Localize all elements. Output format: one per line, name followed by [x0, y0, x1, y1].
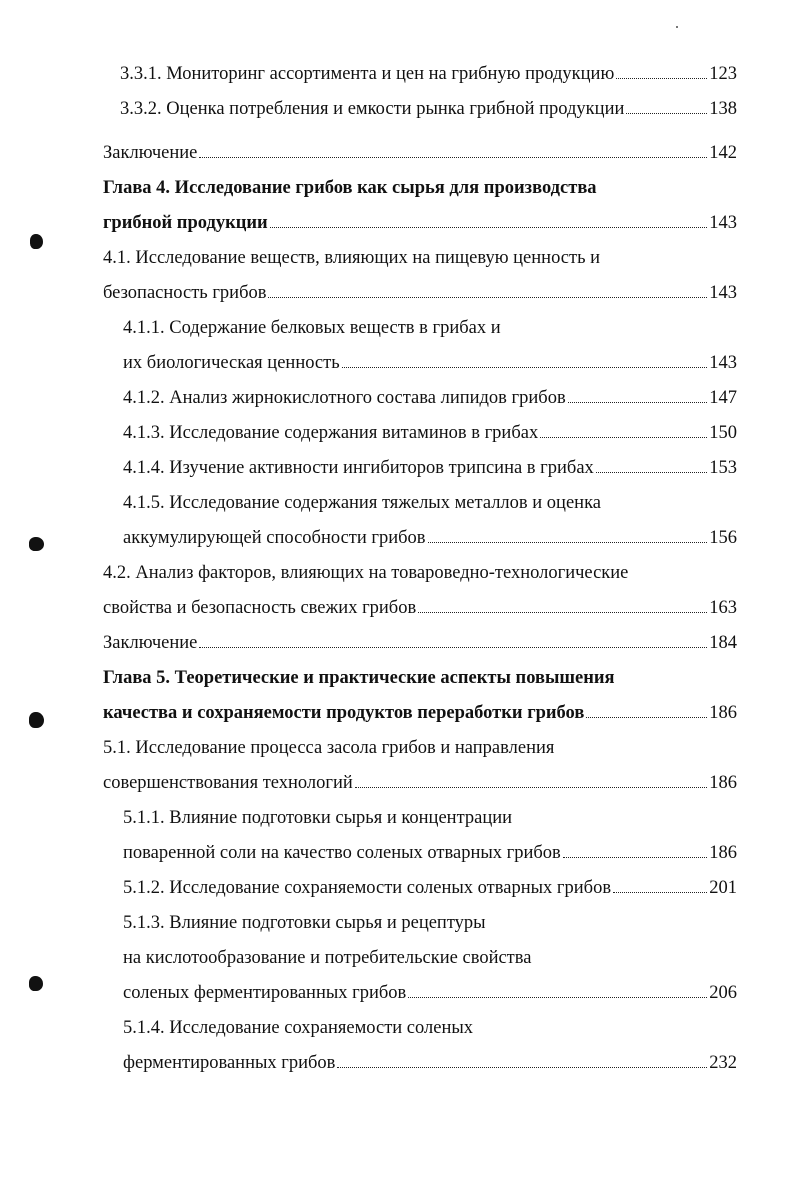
- toc-entry: [123, 316, 737, 340]
- toc-entry-title: аккумулирующей способности грибов: [123, 528, 426, 548]
- toc-entry: [103, 141, 737, 165]
- toc-entry-page: 186: [709, 773, 737, 793]
- toc-entry-page: 232: [709, 1053, 737, 1073]
- toc-entry-title: на кислотообразование и потребительские свойства: [123, 948, 532, 968]
- toc-entry-page: 184: [709, 633, 737, 653]
- toc-entry-page: 201: [709, 878, 737, 898]
- leader-dots: [270, 211, 708, 228]
- punch-hole-mark: [29, 537, 44, 551]
- toc-entry-page: 206: [709, 983, 737, 1003]
- toc-entry-page: 153: [709, 458, 737, 478]
- toc-entry: [103, 561, 737, 585]
- toc-entry-page: 143: [709, 213, 737, 233]
- toc-entry: [123, 526, 737, 550]
- leader-dots: [613, 876, 707, 893]
- toc-entry-title: 5.1.3. Влияние подготовки сырья и рецептуры: [123, 913, 486, 933]
- toc-entry: [123, 1051, 737, 1075]
- leader-dots: [428, 526, 708, 543]
- toc-entry-title: Заключение: [103, 633, 198, 653]
- toc-entry: [120, 97, 737, 121]
- toc-entry-page: 143: [709, 353, 737, 373]
- toc-entry-title: 5.1.4. Исследование сохраняемости соленых: [123, 1018, 474, 1038]
- toc-entry-title: безопасность грибов: [103, 283, 267, 303]
- toc-entry-title: 4.1.3. Исследование содержания витаминов в грибах: [123, 423, 539, 443]
- toc-entry-title: свойства и безопасность свежих грибов: [103, 598, 417, 618]
- toc-entry: [123, 456, 737, 480]
- toc-entry: [103, 211, 737, 235]
- leader-dots: [199, 631, 707, 648]
- toc-entry-title: ферментированных грибов: [123, 1053, 336, 1073]
- toc-entry-page: 163: [709, 598, 737, 618]
- toc-entry: [123, 841, 737, 865]
- leader-dots: [568, 386, 708, 403]
- leader-dots: [563, 841, 707, 858]
- toc-entry-page: 186: [709, 703, 737, 723]
- toc-entry-title: 5.1.2. Исследование сохраняемости соленых отварных грибов: [123, 878, 612, 898]
- toc-entry-title: Глава 5. Теоретические и практические аспекты повышения: [103, 668, 615, 688]
- toc-entry: [120, 62, 737, 86]
- leader-dots: [586, 701, 707, 718]
- toc-entry-title: 3.3.1. Мониторинг ассортимента и цен на грибную продукцию: [120, 64, 615, 84]
- punch-hole-mark: [29, 712, 44, 728]
- toc-entry: [123, 946, 737, 970]
- toc-entry: [123, 1016, 737, 1040]
- toc-entry-page: 142: [709, 143, 737, 163]
- toc-entry-page: 123: [709, 64, 737, 84]
- leader-dots: [355, 771, 707, 788]
- toc-entry-page: 147: [709, 388, 737, 408]
- toc-entry-title: качества и сохраняемости продуктов переработки грибов: [103, 703, 585, 723]
- toc-entry: [103, 596, 737, 620]
- toc-entry-title: 4.1. Исследование веществ, влияющих на пищевую ценность и: [103, 248, 601, 268]
- toc-entry-title: 5.1.1. Влияние подготовки сырья и концентрации: [123, 808, 513, 828]
- toc-entry-title: их биологическая ценность: [123, 353, 340, 373]
- toc-entry: [123, 981, 737, 1005]
- leader-dots: [337, 1051, 707, 1068]
- toc-entry-title: 4.1.2. Анализ жирнокислотного состава липидов грибов: [123, 388, 566, 408]
- leader-dots: [616, 62, 707, 79]
- toc-entry-title: грибной продукции: [103, 213, 268, 233]
- toc-entry: [123, 421, 737, 445]
- leader-dots: [540, 421, 707, 438]
- leader-dots: [596, 456, 707, 473]
- toc-entry-title: 3.3.2. Оценка потребления и емкости рынка грибной продукции: [120, 99, 625, 119]
- toc-entry-title: Заключение: [103, 143, 198, 163]
- toc-entry: [103, 176, 737, 200]
- leader-dots: [342, 351, 708, 368]
- leader-dots: [408, 981, 707, 998]
- toc-entry: [103, 246, 737, 270]
- toc-entry-title: 4.1.1. Содержание белковых веществ в грибах и: [123, 318, 501, 338]
- toc-entry-page: 150: [709, 423, 737, 443]
- toc-entry-title: поваренной соли на качество соленых отварных грибов: [123, 843, 561, 863]
- leader-dots: [626, 97, 707, 114]
- toc-entry-title: Глава 4. Исследование грибов как сырья для производства: [103, 178, 597, 198]
- toc-entry: [123, 386, 737, 410]
- punch-hole-mark: [29, 976, 43, 991]
- toc-entry-title: 5.1. Исследование процесса засола грибов и направления: [103, 738, 555, 758]
- toc-entry-title: 4.2. Анализ факторов, влияющих на товароведно-технологические: [103, 563, 629, 583]
- leader-dots: [418, 596, 707, 613]
- toc-entry: [123, 351, 737, 375]
- toc-entry: [123, 911, 737, 935]
- scan-speck: [676, 26, 678, 28]
- toc-entry: [103, 631, 737, 655]
- toc-entry-page: 156: [709, 528, 737, 548]
- toc-entry-page: 143: [709, 283, 737, 303]
- toc-entry-title: соленых ферментированных грибов: [123, 983, 407, 1003]
- toc-entry-page: 138: [709, 99, 737, 119]
- toc-entry: [103, 736, 737, 760]
- leader-dots: [199, 141, 707, 158]
- toc-entry: [123, 876, 737, 900]
- leader-dots: [268, 281, 707, 298]
- toc-entry: [103, 666, 737, 690]
- toc-entry-page: 186: [709, 843, 737, 863]
- toc-entry: [123, 806, 737, 830]
- toc-entry-title: 4.1.5. Исследование содержания тяжелых металлов и оценка: [123, 493, 601, 513]
- toc-entry: [103, 771, 737, 795]
- toc-entry-title: совершенствования технологий: [103, 773, 353, 793]
- toc-entry: [103, 701, 737, 725]
- toc-entry-title: 4.1.4. Изучение активности ингибиторов трипсина в грибах: [123, 458, 594, 478]
- punch-hole-mark: [30, 234, 43, 249]
- toc-entry: [123, 491, 737, 515]
- toc-entry: [103, 281, 737, 305]
